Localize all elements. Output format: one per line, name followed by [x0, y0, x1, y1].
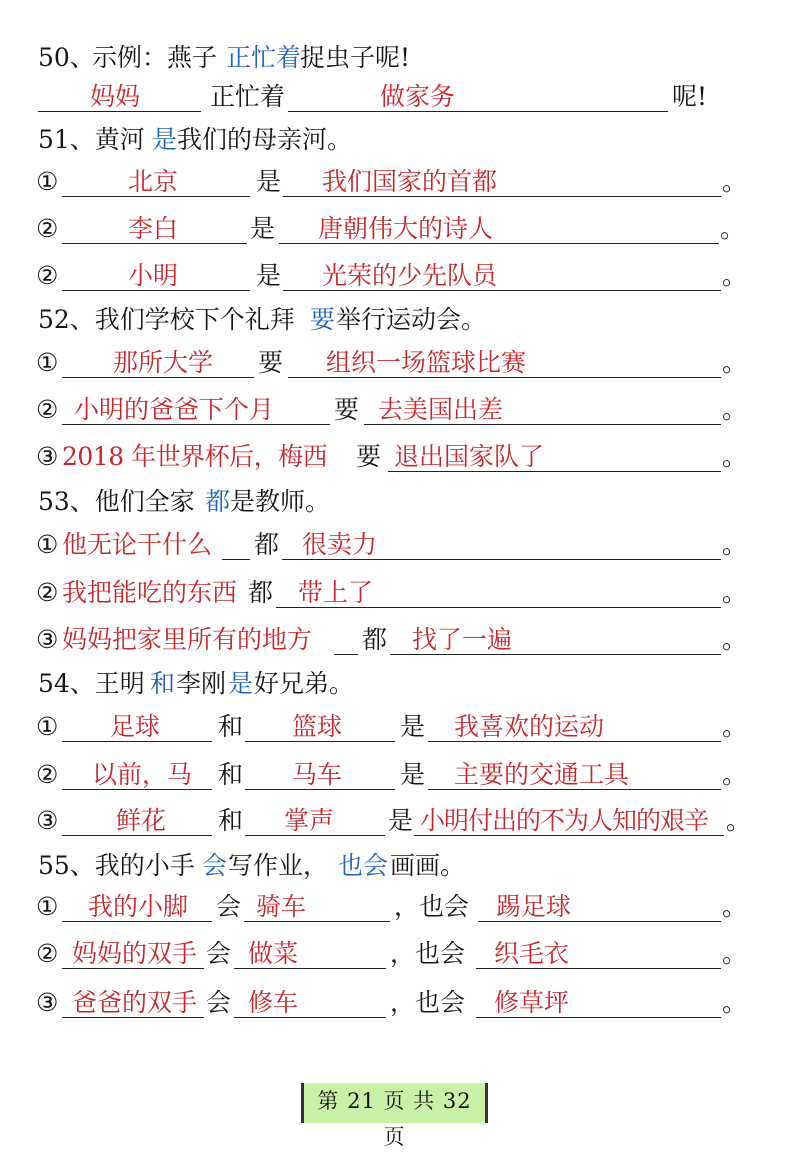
q55-header: [0, 848, 800, 892]
row-end: 。: [726, 806, 752, 835]
question-prefix: 54、王明: [38, 669, 145, 698]
row-keyword-1: 和: [218, 806, 244, 835]
row-marker: ③: [36, 988, 59, 1017]
row-keyword: 是: [256, 167, 282, 196]
q51-row-2: [0, 211, 800, 255]
example-suffix: 捉虫子呢!: [300, 43, 411, 72]
row-end: 。: [722, 442, 748, 471]
answer-predicate: 退出国家队了: [394, 442, 545, 471]
template-end: 呢!: [672, 82, 708, 111]
answer-b: 做菜: [248, 939, 299, 968]
template-text: 正忙着: [210, 82, 286, 111]
blank-line: [288, 111, 668, 112]
row-keyword: 都: [362, 625, 388, 654]
row-end: 。: [722, 939, 748, 968]
row-keyword-2: 是: [388, 806, 414, 835]
row-end: 。: [722, 760, 748, 789]
q52-row-3: [0, 439, 800, 483]
row-keyword-1: 和: [218, 760, 244, 789]
answer-c: 踢足球: [496, 892, 572, 921]
row-marker: ②: [36, 395, 59, 424]
answer-subject: 那所大学: [113, 348, 214, 377]
question-keyword: 是: [152, 125, 178, 154]
answer-subject: 我把能吃的东西: [62, 578, 238, 607]
row-marker: ①: [36, 712, 59, 741]
answer-predicate: 很卖力: [302, 530, 378, 559]
row-keyword: 是: [256, 261, 282, 290]
answer-predicate: 组织一场篮球比赛: [326, 348, 527, 377]
q54-row-2: [0, 757, 800, 801]
question-keyword-1: 和: [150, 669, 176, 698]
q55-row-1: [0, 889, 800, 933]
row-end: 。: [722, 167, 748, 196]
answer-c: 修草坪: [494, 988, 570, 1017]
q53-header: [0, 484, 800, 528]
answer-c: 织毛衣: [494, 939, 570, 968]
answer-subject: 北京: [128, 167, 179, 196]
row-marker: ②: [36, 578, 59, 607]
answer-subject: 小明: [128, 261, 179, 290]
row-keyword: 要: [258, 348, 284, 377]
question-middle: 写作业，: [228, 851, 329, 880]
answer-predicate: 唐朝伟大的诗人: [318, 214, 494, 243]
row-keyword: 都: [254, 530, 280, 559]
row-keyword: 都: [248, 578, 274, 607]
row-keyword-1: 会: [216, 892, 242, 921]
answer-b: 修车: [248, 988, 299, 1017]
question-suffix: 是教师。: [230, 487, 331, 516]
row-marker: ②: [36, 214, 59, 243]
answer-subject: 李白: [128, 214, 179, 243]
answer-predicate: 去美国出差: [378, 395, 504, 424]
row-marker: ①: [36, 892, 59, 921]
page-number: 第 21 页 共 32 页: [301, 1083, 488, 1123]
answer-a: 鲜花: [116, 806, 167, 835]
answer-subject: 他无论干什么: [62, 530, 213, 559]
row-marker: ③: [36, 806, 59, 835]
row-keyword-1: 和: [218, 712, 244, 741]
answer-a: 妈妈的双手: [72, 939, 198, 968]
question-number: 50、: [38, 43, 95, 72]
row-end: 。: [722, 348, 748, 377]
row-marker: ②: [36, 261, 59, 290]
row-end: 。: [722, 892, 748, 921]
answer-a: 爸爸的双手: [72, 988, 198, 1017]
question-prefix: 52、我们学校下个礼拜: [38, 305, 295, 334]
answer-subject: 小明的爸爸下个月: [74, 395, 275, 424]
row-marker: ③: [36, 625, 59, 654]
q55-row-3: [0, 985, 800, 1029]
row-marker: ②: [36, 939, 59, 968]
row-marker: ①: [36, 530, 59, 559]
answer-b: 骑车: [256, 892, 307, 921]
row-end: 。: [722, 261, 748, 290]
row-keyword-2: 是: [400, 712, 426, 741]
row-keyword-2: 是: [400, 760, 426, 789]
q54-header: [0, 666, 800, 710]
question-suffix: 我们的母亲河。: [177, 125, 353, 154]
q53-row-3: [0, 622, 800, 666]
answer-predicate: 带上了: [298, 578, 374, 607]
row-end: 。: [722, 988, 748, 1017]
q51-row-3: [0, 258, 800, 302]
example-prefix: 示例：燕子: [92, 43, 218, 72]
answer-subject: 妈妈: [90, 82, 141, 111]
q52-header: [0, 302, 800, 346]
q52-row-2: [0, 392, 800, 436]
question-keyword: 要: [310, 305, 336, 334]
answer-subject: 妈妈把家里所有的地方: [62, 625, 313, 654]
question-suffix: 好兄弟。: [254, 669, 355, 698]
row-end: 。: [722, 395, 748, 424]
q54-row-3: [0, 803, 800, 847]
row-separator: ，也会: [390, 988, 466, 1017]
row-marker: ③: [36, 442, 59, 471]
row-marker: ①: [36, 348, 59, 377]
answer-b: 马车: [292, 760, 343, 789]
q51-row-1: [0, 164, 800, 208]
q53-row-1: [0, 527, 800, 571]
row-marker: ②: [36, 760, 59, 789]
q53-row-2: [0, 575, 800, 619]
question-keyword: 都: [205, 487, 231, 516]
answer-b: 篮球: [292, 712, 343, 741]
answer-c: 主要的交通工具: [454, 760, 630, 789]
row-end: 。: [722, 712, 748, 741]
answer-c: 我喜欢的运动: [454, 712, 605, 741]
blank-line: [334, 654, 358, 655]
question-suffix: 画画。: [390, 851, 466, 880]
answer-b: 掌声: [284, 806, 335, 835]
answer-a: 足球: [110, 712, 161, 741]
row-separator: ，也会: [390, 939, 466, 968]
answer-subject: 2018 年世界杯后，梅西: [62, 442, 328, 471]
row-end: 。: [722, 625, 748, 654]
answer-predicate: 找了一遍: [412, 625, 513, 654]
row-keyword: 是: [250, 214, 276, 243]
question-keyword-2: 是: [228, 669, 254, 698]
row-keyword-1: 会: [206, 988, 232, 1017]
answer-c: 小明付出的不为人知的艰辛: [420, 806, 709, 835]
q51-header: [0, 122, 800, 166]
answer-predicate: 我们国家的首都: [322, 167, 498, 196]
row-separator: ，也会: [394, 892, 470, 921]
row-marker: ①: [36, 167, 59, 196]
q50-answer: [0, 79, 800, 123]
row-keyword-1: 会: [206, 939, 232, 968]
answer-predicate: 做家务: [380, 82, 456, 111]
answer-a: 以前，马: [92, 760, 193, 789]
row-end: 。: [722, 530, 748, 559]
row-keyword: 要: [356, 442, 382, 471]
question-keyword-1: 会: [202, 851, 228, 880]
answer-a: 我的小脚: [88, 892, 189, 921]
question-middle: 李刚: [176, 669, 227, 698]
question-prefix: 51、黄河: [38, 125, 145, 154]
row-end: 。: [722, 578, 748, 607]
q54-row-1: [0, 709, 800, 753]
example-keyword: 正忙着: [226, 43, 302, 72]
row-end: 。: [720, 214, 746, 243]
question-suffix: 举行运动会。: [336, 305, 487, 334]
q50-header: [0, 40, 800, 84]
row-keyword: 要: [334, 395, 360, 424]
question-keyword-2: 也会: [338, 851, 389, 880]
blank-line: [222, 559, 250, 560]
q55-row-2: [0, 936, 800, 980]
answer-predicate: 光荣的少先队员: [322, 261, 498, 290]
question-prefix: 53、他们全家: [38, 487, 195, 516]
q52-row-1: [0, 345, 800, 389]
question-prefix: 55、我的小手: [38, 851, 195, 880]
